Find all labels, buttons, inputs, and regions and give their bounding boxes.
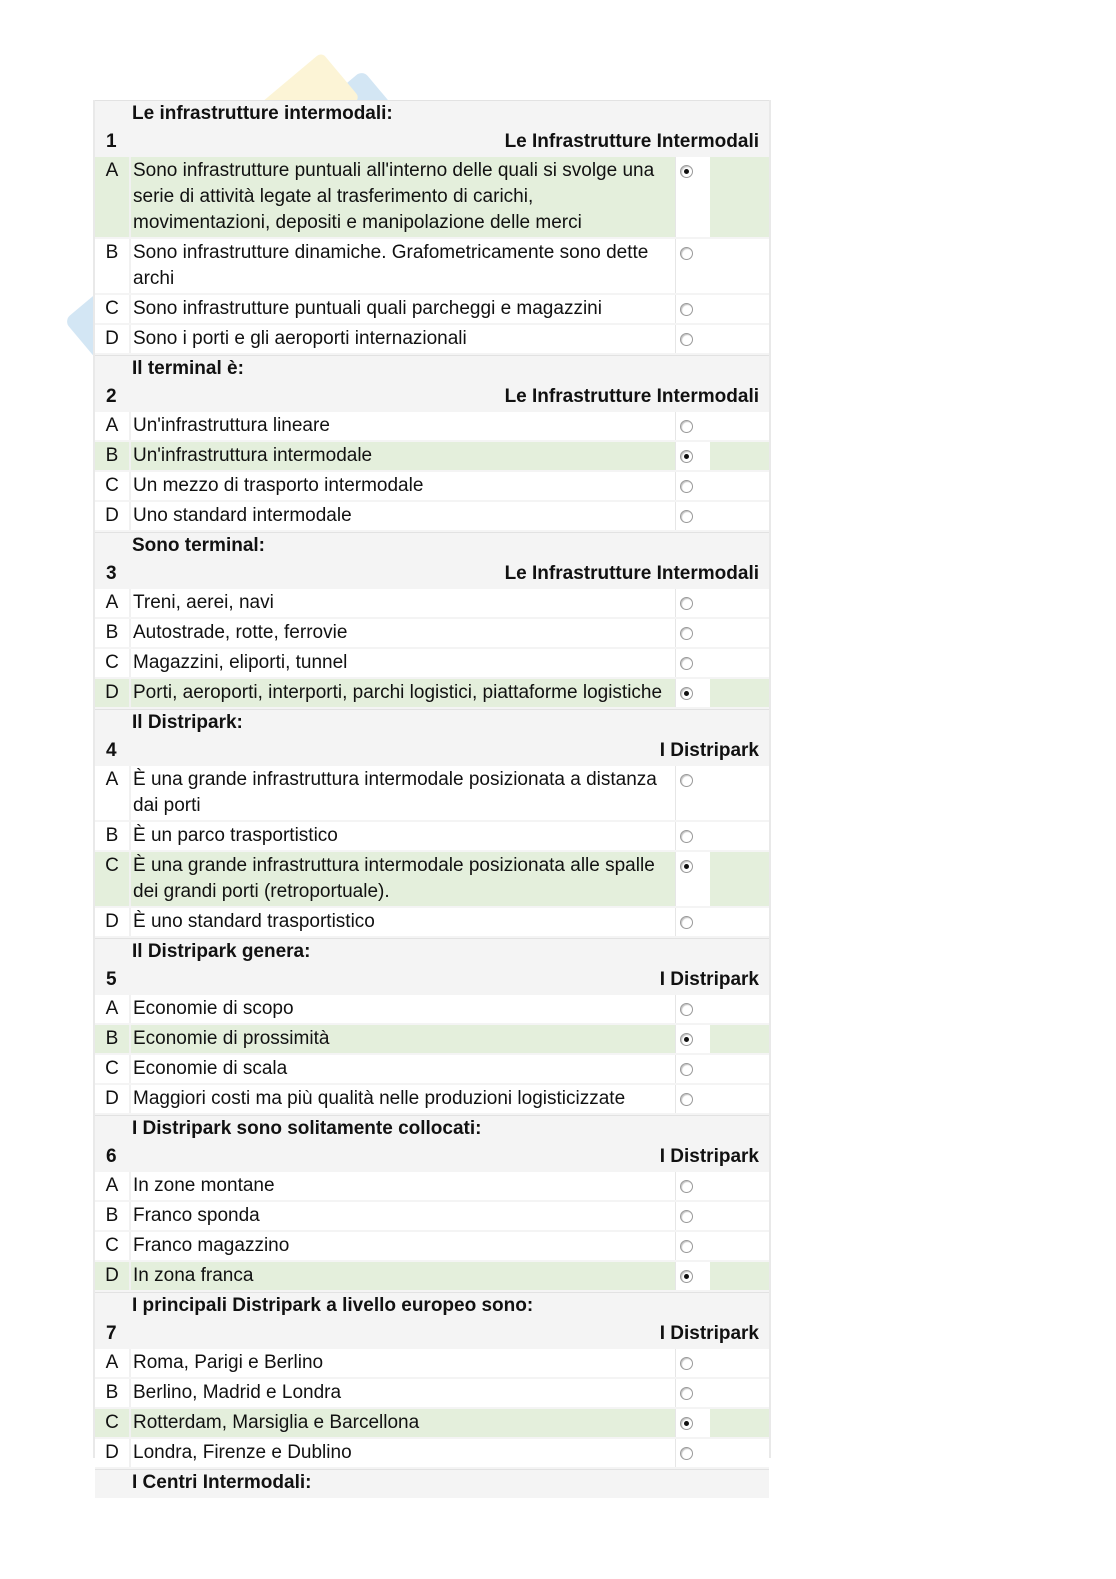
option-letter: A bbox=[95, 995, 131, 1023]
row-fill bbox=[710, 157, 769, 237]
answer-option[interactable] bbox=[95, 852, 769, 908]
radio-cell bbox=[675, 1232, 710, 1260]
question-topic: I Distripark bbox=[659, 969, 759, 990]
option-text: Maggiori costi ma più qualità nelle produzioni logisticizzate bbox=[131, 1085, 675, 1113]
quiz-table bbox=[95, 100, 769, 1498]
row-fill bbox=[710, 472, 769, 500]
radio-cell bbox=[675, 412, 710, 440]
radio-cell bbox=[675, 442, 710, 470]
option-text: Roma, Parigi e Berlino bbox=[131, 1349, 675, 1377]
radio-unchecked-icon[interactable] bbox=[680, 247, 693, 260]
radio-cell bbox=[675, 1085, 710, 1113]
radio-unchecked-icon[interactable] bbox=[680, 1210, 693, 1223]
radio-unchecked-icon[interactable] bbox=[680, 303, 693, 316]
radio-checked-icon[interactable] bbox=[680, 1033, 693, 1046]
radio-unchecked-icon[interactable] bbox=[680, 1180, 693, 1193]
row-fill bbox=[710, 766, 769, 820]
question-block bbox=[95, 532, 769, 709]
option-letter: D bbox=[95, 679, 131, 707]
answer-option[interactable] bbox=[95, 325, 769, 355]
radio-cell bbox=[675, 1409, 710, 1437]
row-fill bbox=[710, 295, 769, 323]
option-text: Uno standard intermodale bbox=[131, 502, 675, 530]
radio-unchecked-icon[interactable] bbox=[680, 1357, 693, 1370]
option-text: Autostrade, rotte, ferrovie bbox=[131, 619, 675, 647]
radio-unchecked-icon[interactable] bbox=[680, 830, 693, 843]
answer-option[interactable] bbox=[95, 995, 769, 1025]
option-text: Porti, aeroporti, interporti, parchi logistici, piattaforme logistiche bbox=[131, 679, 675, 707]
option-letter: A bbox=[95, 766, 131, 820]
radio-unchecked-icon[interactable] bbox=[680, 1003, 693, 1016]
answer-option[interactable] bbox=[95, 239, 769, 295]
option-text: Sono i porti e gli aeroporti internazionali bbox=[131, 325, 675, 353]
option-letter: D bbox=[95, 1439, 131, 1467]
option-text: Economie di scala bbox=[131, 1055, 675, 1083]
option-letter: C bbox=[95, 649, 131, 677]
question-block bbox=[95, 1292, 769, 1469]
option-text: Rotterdam, Marsiglia e Barcellona bbox=[131, 1409, 675, 1437]
option-text: Magazzini, eliporti, tunnel bbox=[131, 649, 675, 677]
option-letter: C bbox=[95, 1232, 131, 1260]
option-text: Sono infrastrutture puntuali quali parcheggi e magazzini bbox=[131, 295, 675, 323]
question-topic: Le Infrastrutture Intermodali bbox=[504, 563, 759, 584]
radio-cell bbox=[675, 619, 710, 647]
question-number: 2 bbox=[106, 386, 117, 407]
question-number: 7 bbox=[106, 1323, 117, 1344]
radio-checked-icon[interactable] bbox=[680, 450, 693, 463]
answer-option[interactable] bbox=[95, 1085, 769, 1115]
row-fill bbox=[710, 1439, 769, 1467]
option-text: È un parco trasportistico bbox=[131, 822, 675, 850]
radio-unchecked-icon[interactable] bbox=[680, 1240, 693, 1253]
row-fill bbox=[710, 412, 769, 440]
option-letter: B bbox=[95, 239, 131, 293]
question-number: 1 bbox=[106, 131, 117, 152]
radio-unchecked-icon[interactable] bbox=[680, 1063, 693, 1076]
radio-cell bbox=[675, 589, 710, 617]
radio-cell bbox=[675, 325, 710, 353]
row-fill bbox=[710, 822, 769, 850]
row-fill bbox=[710, 1025, 769, 1053]
radio-unchecked-icon[interactable] bbox=[680, 1093, 693, 1106]
option-letter: B bbox=[95, 1379, 131, 1407]
option-letter: D bbox=[95, 502, 131, 530]
question-block bbox=[95, 355, 769, 532]
option-text: Un mezzo di trasporto intermodale bbox=[131, 472, 675, 500]
row-fill bbox=[710, 1232, 769, 1260]
row-fill bbox=[710, 649, 769, 677]
radio-unchecked-icon[interactable] bbox=[680, 1447, 693, 1460]
option-text: È una grande infrastruttura intermodale posizionata a distanza dai porti bbox=[131, 766, 675, 820]
row-fill bbox=[710, 442, 769, 470]
question-text: I Centri Intermodali: bbox=[132, 1472, 312, 1493]
question-topic: I Distripark bbox=[659, 740, 759, 761]
option-letter: A bbox=[95, 589, 131, 617]
row-fill bbox=[710, 325, 769, 353]
row-fill bbox=[710, 1085, 769, 1113]
question-header bbox=[95, 938, 769, 995]
option-letter: C bbox=[95, 852, 131, 906]
question-header bbox=[95, 1292, 769, 1349]
radio-checked-icon[interactable] bbox=[680, 860, 693, 873]
option-text: Berlino, Madrid e Londra bbox=[131, 1379, 675, 1407]
question-header bbox=[95, 709, 769, 766]
answer-option[interactable] bbox=[95, 1202, 769, 1232]
radio-unchecked-icon[interactable] bbox=[680, 333, 693, 346]
radio-cell bbox=[675, 649, 710, 677]
answer-option[interactable] bbox=[95, 766, 769, 822]
option-letter: C bbox=[95, 1409, 131, 1437]
radio-unchecked-icon[interactable] bbox=[680, 510, 693, 523]
question-number: 4 bbox=[106, 740, 117, 761]
option-text: È una grande infrastruttura intermodale posizionata alle spalle dei grandi porti (retroportuale). bbox=[131, 852, 675, 906]
question-block bbox=[95, 709, 769, 938]
option-text: Londra, Firenze e Dublino bbox=[131, 1439, 675, 1467]
question-number: 3 bbox=[106, 563, 117, 584]
answer-option[interactable] bbox=[95, 1439, 769, 1469]
row-fill bbox=[710, 1379, 769, 1407]
row-fill bbox=[710, 589, 769, 617]
question-header bbox=[95, 532, 769, 589]
answer-option[interactable] bbox=[95, 472, 769, 502]
row-fill bbox=[710, 502, 769, 530]
question-topic: I Distripark bbox=[659, 1146, 759, 1167]
option-text: È uno standard trasportistico bbox=[131, 908, 675, 936]
answer-option[interactable] bbox=[95, 502, 769, 532]
radio-cell bbox=[675, 1025, 710, 1053]
row-fill bbox=[710, 995, 769, 1023]
radio-cell bbox=[675, 679, 710, 707]
answer-option[interactable] bbox=[95, 1232, 769, 1262]
radio-checked-icon[interactable] bbox=[680, 687, 693, 700]
answer-option[interactable] bbox=[95, 1262, 769, 1292]
answer-option[interactable] bbox=[95, 679, 769, 709]
radio-cell bbox=[675, 1349, 710, 1377]
option-letter: C bbox=[95, 295, 131, 323]
question-number: 6 bbox=[106, 1146, 117, 1167]
row-fill bbox=[710, 239, 769, 293]
question-text: Le infrastrutture intermodali: bbox=[132, 103, 393, 124]
option-text: Economie di prossimità bbox=[131, 1025, 675, 1053]
row-fill bbox=[710, 1172, 769, 1200]
radio-unchecked-icon[interactable] bbox=[680, 420, 693, 433]
option-letter: B bbox=[95, 822, 131, 850]
option-letter: B bbox=[95, 1202, 131, 1230]
radio-unchecked-icon[interactable] bbox=[680, 480, 693, 493]
row-fill bbox=[710, 1055, 769, 1083]
row-fill bbox=[710, 908, 769, 936]
answer-option[interactable] bbox=[95, 1055, 769, 1085]
radio-unchecked-icon[interactable] bbox=[680, 916, 693, 929]
radio-unchecked-icon[interactable] bbox=[680, 774, 693, 787]
next-question-header bbox=[95, 1469, 769, 1498]
option-text: Un'infrastruttura lineare bbox=[131, 412, 675, 440]
row-fill bbox=[710, 1409, 769, 1437]
option-text: Franco sponda bbox=[131, 1202, 675, 1230]
question-block bbox=[95, 100, 769, 355]
radio-unchecked-icon[interactable] bbox=[680, 657, 693, 670]
option-text: Franco magazzino bbox=[131, 1232, 675, 1260]
radio-cell bbox=[675, 766, 710, 820]
row-fill bbox=[710, 619, 769, 647]
option-text: Un'infrastruttura intermodale bbox=[131, 442, 675, 470]
answer-option[interactable] bbox=[95, 649, 769, 679]
radio-cell bbox=[675, 1055, 710, 1083]
option-text: In zone montane bbox=[131, 1172, 675, 1200]
question-topic: Le Infrastrutture Intermodali bbox=[504, 131, 759, 152]
row-fill bbox=[710, 852, 769, 906]
option-text: Sono infrastrutture puntuali all'interno delle quali si svolge una serie di attività legate al trasferimento di carichi, movimentazioni, depositi e manipolazione delle merci bbox=[131, 157, 675, 237]
option-letter: D bbox=[95, 1262, 131, 1290]
row-fill bbox=[710, 1202, 769, 1230]
radio-unchecked-icon[interactable] bbox=[680, 597, 693, 610]
radio-cell bbox=[675, 295, 710, 323]
answer-option[interactable] bbox=[95, 412, 769, 442]
answer-option[interactable] bbox=[95, 1379, 769, 1409]
option-text: Treni, aerei, navi bbox=[131, 589, 675, 617]
radio-checked-icon[interactable] bbox=[680, 1270, 693, 1283]
answer-option[interactable] bbox=[95, 1172, 769, 1202]
radio-cell bbox=[675, 502, 710, 530]
radio-cell bbox=[675, 1262, 710, 1290]
option-letter: A bbox=[95, 412, 131, 440]
row-fill bbox=[710, 1262, 769, 1290]
option-letter: D bbox=[95, 325, 131, 353]
radio-checked-icon[interactable] bbox=[680, 1417, 693, 1430]
radio-cell bbox=[675, 908, 710, 936]
question-text: I principali Distripark a livello europeo sono: bbox=[132, 1295, 534, 1316]
option-letter: A bbox=[95, 1172, 131, 1200]
question-header bbox=[95, 100, 769, 157]
option-text: In zona franca bbox=[131, 1262, 675, 1290]
question-header bbox=[95, 1115, 769, 1172]
option-text: Economie di scopo bbox=[131, 995, 675, 1023]
answer-option[interactable] bbox=[95, 1349, 769, 1379]
question-number: 5 bbox=[106, 969, 117, 990]
question-text: Il terminal è: bbox=[132, 358, 244, 379]
radio-cell bbox=[675, 995, 710, 1023]
question-text: I Distripark sono solitamente collocati: bbox=[132, 1118, 482, 1139]
answer-option[interactable] bbox=[95, 157, 769, 239]
radio-checked-icon[interactable] bbox=[680, 165, 693, 178]
row-fill bbox=[710, 1349, 769, 1377]
question-topic: Le Infrastrutture Intermodali bbox=[504, 386, 759, 407]
option-text: Sono infrastrutture dinamiche. Grafometricamente sono dette archi bbox=[131, 239, 675, 293]
answer-option[interactable] bbox=[95, 295, 769, 325]
question-topic: I Distripark bbox=[659, 1323, 759, 1344]
radio-cell bbox=[675, 157, 710, 237]
radio-cell bbox=[675, 852, 710, 906]
radio-cell bbox=[675, 822, 710, 850]
answer-option[interactable] bbox=[95, 589, 769, 619]
answer-option[interactable] bbox=[95, 822, 769, 852]
answer-option[interactable] bbox=[95, 619, 769, 649]
radio-cell bbox=[675, 1172, 710, 1200]
option-letter: D bbox=[95, 908, 131, 936]
option-letter: A bbox=[95, 1349, 131, 1377]
question-text: Sono terminal: bbox=[132, 535, 266, 556]
option-letter: C bbox=[95, 472, 131, 500]
radio-cell bbox=[675, 1379, 710, 1407]
question-block bbox=[95, 938, 769, 1115]
answer-option[interactable] bbox=[95, 442, 769, 472]
question-text: Il Distripark: bbox=[132, 712, 243, 733]
question-header bbox=[95, 355, 769, 412]
option-letter: B bbox=[95, 442, 131, 470]
option-letter: C bbox=[95, 1055, 131, 1083]
row-fill bbox=[710, 679, 769, 707]
radio-cell bbox=[675, 1439, 710, 1467]
option-letter: B bbox=[95, 619, 131, 647]
option-letter: B bbox=[95, 1025, 131, 1053]
radio-cell bbox=[675, 472, 710, 500]
radio-cell bbox=[675, 1202, 710, 1230]
answer-option[interactable] bbox=[95, 1409, 769, 1439]
question-text: Il Distripark genera: bbox=[132, 941, 311, 962]
radio-cell bbox=[675, 239, 710, 293]
question-block bbox=[95, 1115, 769, 1292]
answer-option[interactable] bbox=[95, 908, 769, 938]
radio-unchecked-icon[interactable] bbox=[680, 627, 693, 640]
option-letter: A bbox=[95, 157, 131, 237]
radio-unchecked-icon[interactable] bbox=[680, 1387, 693, 1400]
answer-option[interactable] bbox=[95, 1025, 769, 1055]
option-letter: D bbox=[95, 1085, 131, 1113]
